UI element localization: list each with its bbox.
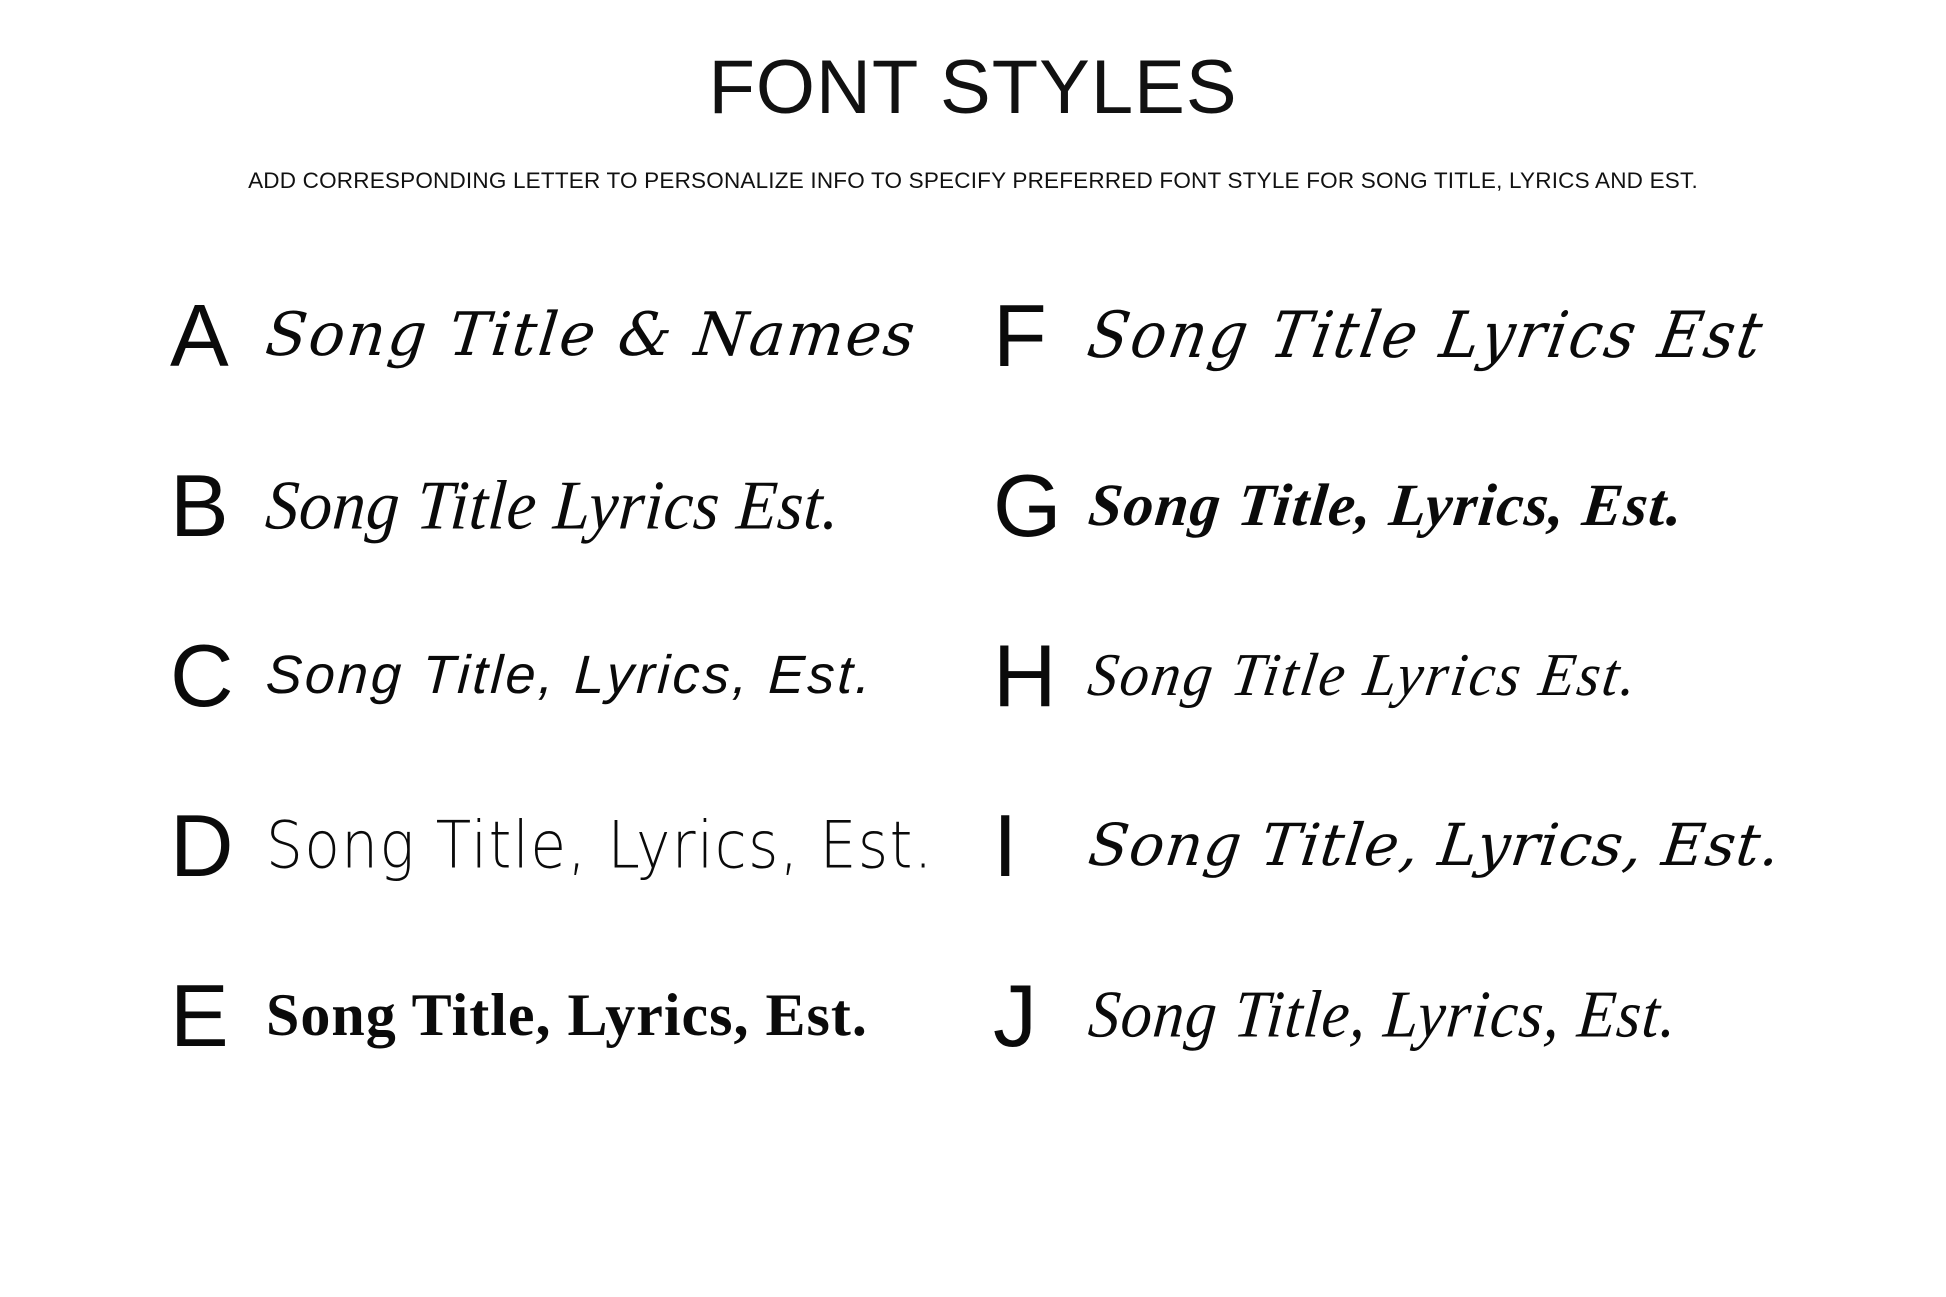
font-style-sample-i: Song Title, Lyrics, Est. <box>1084 811 1785 880</box>
font-style-option-g[interactable] <box>973 426 1886 586</box>
font-style-option-b[interactable] <box>60 426 973 586</box>
font-style-sample-h: Song Title Lyrics Est. <box>1084 640 1644 709</box>
font-style-option-a[interactable] <box>60 256 973 416</box>
font-style-letter-i: I <box>993 795 1018 895</box>
font-style-letter-c: C <box>170 625 234 725</box>
font-style-option-j[interactable] <box>973 936 1886 1096</box>
font-style-option-h[interactable] <box>973 596 1886 756</box>
font-styles-grid <box>60 256 1886 1096</box>
page-subtitle: ADD CORRESPONDING LETTER TO PERSONALIZE INFO TO SPECIFY PREFERRED FONT STYLE FOR SONG TITLE, LYRICS AND EST. <box>248 167 1698 193</box>
font-style-sample-j: Song Title, Lyrics, Est. <box>1085 978 1681 1052</box>
font-style-sample-c: Song Title, Lyrics, Est. <box>264 645 876 706</box>
font-style-sample-e: Song Title, Lyrics, Est. <box>266 982 868 1049</box>
font-style-sample-g: Song Title, Lyrics, Est. <box>1085 472 1688 539</box>
font-style-letter-d: D <box>170 795 234 895</box>
font-style-letter-b: B <box>170 455 229 555</box>
font-style-letter-j: J <box>993 965 1037 1065</box>
font-style-letter-a: A <box>170 285 229 385</box>
font-style-option-f[interactable] <box>973 256 1886 416</box>
font-style-letter-e: E <box>170 965 229 1065</box>
font-style-letter-g: G <box>993 455 1062 555</box>
page-title: FONT STYLES <box>708 45 1238 130</box>
font-style-option-c[interactable] <box>60 596 973 756</box>
font-style-letter-f: F <box>993 285 1047 385</box>
font-style-option-d[interactable] <box>60 766 973 926</box>
font-style-option-e[interactable] <box>60 936 973 1096</box>
font-style-sample-d: Song Title, Lyrics, Est. <box>266 807 934 884</box>
font-style-sample-b: Song Title Lyrics Est. <box>263 466 843 545</box>
font-style-sample-a: Song Title & Names <box>262 300 921 371</box>
font-style-option-i[interactable] <box>973 766 1886 926</box>
font-style-sample-f: Song Title Lyrics Est <box>1082 297 1771 373</box>
font-style-letter-h: H <box>993 625 1057 725</box>
